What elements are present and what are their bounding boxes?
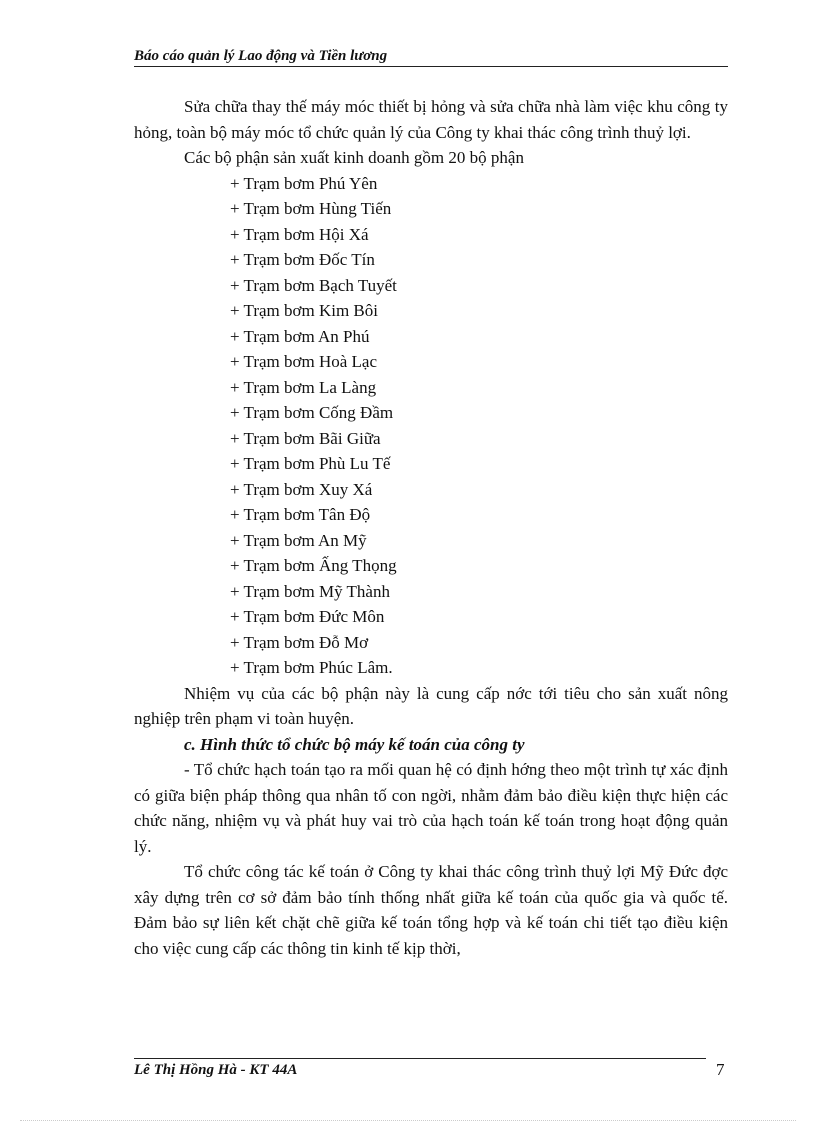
page-edge-dotted-line bbox=[20, 1120, 796, 1121]
pump-station-item: + Trạm bơm La Làng bbox=[230, 377, 377, 397]
paragraph-accounting-work: Tổ chức công tác kế toán ở Công ty khai thác công trình thuỷ lợi Mỹ Đức đợc xây dựng trên cơ sở đảm bảo tính thống nhất giữa kế toán của quốc gia và quốc tế. Đảm bảo sự liên kết chặt chẽ giữa kế toán tổng hợp và kế toán chi tiết tạo điều kiện cho việc cung cấp các thông tin kinh tế kịp thời, bbox=[134, 862, 728, 958]
footer-author: Lê Thị Hồng Hà - KT 44A bbox=[134, 1062, 298, 1078]
pump-station-item: + Trạm bơm Kim Bôi bbox=[230, 301, 378, 320]
pump-station-item: + Trạm bơm Bạch Tuyết bbox=[230, 275, 397, 295]
pump-station-item: + Trạm bơm Hội Xá bbox=[230, 224, 369, 244]
header-divider bbox=[134, 66, 728, 67]
pump-station-item: + Trạm bơm An Phú bbox=[230, 326, 370, 346]
pump-station-item: + Trạm bơm Mỹ Thành bbox=[230, 581, 390, 601]
pump-station-item: + Trạm bơm Cống Đầm bbox=[230, 403, 394, 422]
page-header-title: Báo cáo quản lý Lao động và Tiền lương bbox=[134, 48, 388, 64]
document-body bbox=[134, 94, 728, 961]
paragraph-repairs: Sửa chữa thay thế máy móc thiết bị hỏng và sửa chữa nhà làm việc khu công ty hỏng, toàn bộ máy móc tổ chức quản lý của Công ty khai thác công trình thuỷ lợi. bbox=[134, 97, 728, 142]
pump-station-item: + Trạm bơm Đỗ Mơ bbox=[230, 632, 369, 652]
pump-station-item: + Trạm bơm Hùng Tiến bbox=[230, 199, 392, 218]
footer-divider bbox=[134, 1058, 706, 1059]
pump-station-item: + Trạm bơm Xuy Xá bbox=[230, 479, 373, 499]
paragraph-departments: Các bộ phận sản xuất kinh doanh gồm 20 bộ phận bbox=[184, 148, 524, 167]
pump-station-item: + Trạm bơm Tân Độ bbox=[230, 505, 371, 524]
pump-station-item: + Trạm bơm Đức Môn bbox=[230, 607, 385, 626]
paragraph-duty: Nhiệm vụ của các bộ phận này là cung cấp nớc tới tiêu cho sản xuất nông nghiệp trên phạm vi toàn huyện. bbox=[134, 683, 728, 728]
paragraph-accounting-organization: - Tổ chức hạch toán tạo ra mối quan hệ có định hớng theo một trình tự xác định có giữa biện pháp thông qua nhân tố con ngời, nhằm đảm bảo điều kiện thực hiện các chức năng, nhiệm vụ và phát huy vai trò của hạch toán kế toán trong hoạt động quản lý. bbox=[134, 760, 728, 856]
pump-station-item: + Trạm bơm Ấng Thọng bbox=[230, 556, 397, 575]
pump-station-item: + Trạm bơm Phú Yên bbox=[230, 173, 378, 193]
pump-station-item: + Trạm bơm Đốc Tín bbox=[230, 250, 375, 269]
section-heading: c. Hình thức tổ chức bộ máy kế toán của công ty bbox=[184, 734, 525, 754]
page-number: 7 bbox=[716, 1060, 725, 1079]
pump-station-list bbox=[134, 171, 728, 681]
pump-station-item: + Trạm bơm Bãi Giữa bbox=[230, 428, 381, 448]
pump-station-item: + Trạm bơm Phúc Lâm. bbox=[230, 658, 393, 677]
pump-station-item: + Trạm bơm Phù Lu Tế bbox=[230, 454, 391, 473]
pump-station-item: + Trạm bơm An Mỹ bbox=[230, 530, 367, 550]
pump-station-item: + Trạm bơm Hoà Lạc bbox=[230, 352, 378, 371]
